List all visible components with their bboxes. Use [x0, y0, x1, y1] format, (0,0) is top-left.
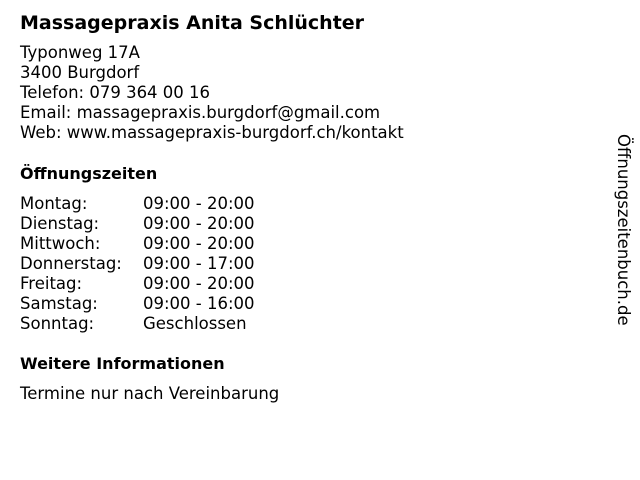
hours-row-thursday	[20, 254, 255, 274]
day-label: Montag:	[20, 194, 88, 213]
day-label: Samstag:	[20, 294, 98, 313]
day-hours: 09:00 - 20:00	[143, 234, 255, 253]
day-label: Freitag:	[20, 274, 83, 293]
more-info-text: Termine nur nach Vereinbarung	[20, 384, 280, 403]
day-hours: 09:00 - 20:00	[143, 214, 255, 233]
opening-hours-table	[20, 194, 255, 334]
hours-row-monday	[20, 194, 255, 214]
business-name: Massagepraxis Anita Schlüchter	[20, 12, 365, 34]
day-hours: 09:00 - 20:00	[143, 194, 255, 213]
website-line: Web: www.massagepraxis-burgdorf.ch/kontakt	[20, 123, 404, 142]
day-label: Donnerstag:	[20, 254, 122, 273]
hours-row-sunday	[20, 314, 255, 334]
email-line: Email: massagepraxis.burgdorf@gmail.com	[20, 103, 381, 122]
hours-row-friday	[20, 274, 255, 294]
day-hours: 09:00 - 20:00	[143, 274, 255, 293]
hours-row-wednesday	[20, 234, 255, 254]
day-label: Dienstag:	[20, 214, 100, 233]
contact-block	[20, 43, 404, 143]
city-address: 3400 Burgdorf	[20, 63, 140, 82]
day-hours: 09:00 - 17:00	[143, 254, 255, 273]
street-address: Typonweg 17A	[20, 43, 140, 62]
brand-watermark: Öffnungszeitenbuch.de	[614, 134, 633, 326]
day-hours: 09:00 - 16:00	[143, 294, 255, 313]
hours-row-saturday	[20, 294, 255, 314]
more-info-heading: Weitere Informationen	[20, 354, 225, 373]
phone-line: Telefon: 079 364 00 16	[20, 83, 211, 102]
hours-row-tuesday	[20, 214, 255, 234]
day-label: Mittwoch:	[20, 234, 101, 253]
opening-hours-heading: Öffnungszeiten	[20, 164, 158, 183]
day-label: Sonntag:	[20, 314, 95, 333]
day-hours: Geschlossen	[143, 314, 247, 333]
